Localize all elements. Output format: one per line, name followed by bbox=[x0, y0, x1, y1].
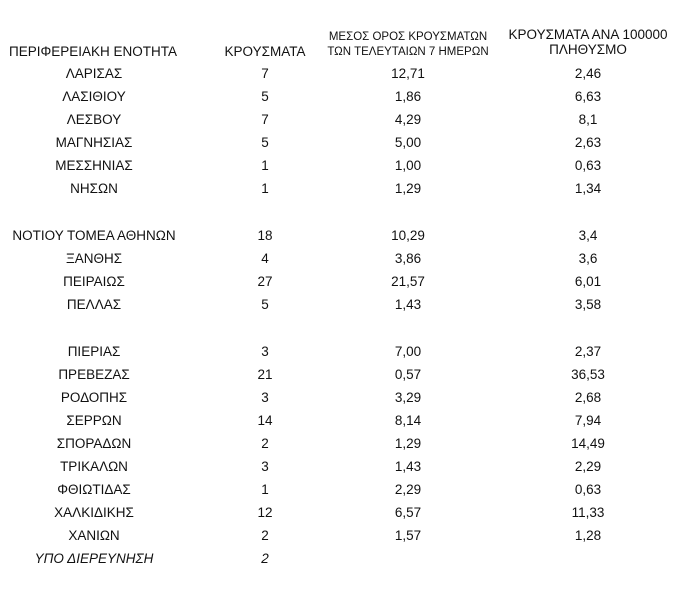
header-region: ΠΕΡΙΦΕΡΕΙΑΚΗ ΕΝΟΤΗΤΑ bbox=[9, 44, 178, 59]
table-row bbox=[0, 179, 694, 199]
cell-region: ΠΕΙΡΑΙΩΣ bbox=[63, 274, 125, 289]
cell-per-100000: 14,49 bbox=[571, 436, 605, 451]
table-row bbox=[0, 365, 694, 385]
cell-seven-day-average: 3,86 bbox=[394, 251, 422, 266]
cell-region: ΜΕΣΣΗΝΙΑΣ bbox=[55, 158, 133, 173]
cell-cases: 2 bbox=[261, 528, 269, 543]
cell-cases: 3 bbox=[261, 459, 269, 474]
cell-seven-day-average: 2,29 bbox=[394, 482, 422, 497]
cell-cases: 27 bbox=[257, 274, 273, 289]
cell-per-100000: 2,46 bbox=[574, 66, 602, 81]
cell-seven-day-average: 1,43 bbox=[394, 459, 422, 474]
cell-per-100000: 3,4 bbox=[578, 228, 598, 243]
cell-region: ΜΑΓΝΗΣΙΑΣ bbox=[55, 135, 133, 150]
cell-seven-day-average: 3,29 bbox=[394, 390, 422, 405]
cell-per-100000: 2,68 bbox=[574, 390, 602, 405]
cell-cases: 7 bbox=[261, 112, 269, 127]
cell-per-100000: 8,1 bbox=[578, 112, 598, 127]
cell-region: ΣΠΟΡΑΔΩΝ bbox=[56, 436, 132, 451]
cell-seven-day-average: 6,57 bbox=[394, 505, 422, 520]
cell-region: ΦΘΙΩΤΙΔΑΣ bbox=[57, 482, 131, 497]
table-row bbox=[0, 457, 694, 477]
cell-cases: 2 bbox=[261, 551, 269, 566]
cell-per-100000: 0,63 bbox=[574, 158, 602, 173]
cell-cases: 14 bbox=[257, 413, 273, 428]
cell-per-100000: 2,37 bbox=[574, 344, 602, 359]
cell-cases: 5 bbox=[261, 297, 269, 312]
cell-cases: 21 bbox=[257, 367, 273, 382]
header-cases: ΚΡΟΥΣΜΑΤΑ bbox=[224, 44, 306, 59]
table-row bbox=[0, 388, 694, 408]
table-row bbox=[0, 295, 694, 315]
header-seven-day-average bbox=[320, 30, 496, 60]
cell-seven-day-average: 1,00 bbox=[394, 158, 422, 173]
table-row bbox=[0, 249, 694, 269]
cell-region: ΠΡΕΒΕΖΑΣ bbox=[58, 367, 130, 382]
table-row bbox=[0, 526, 694, 546]
cell-seven-day-average: 4,29 bbox=[394, 112, 422, 127]
cell-region: ΠΕΛΛΑΣ bbox=[66, 297, 122, 312]
table-row bbox=[0, 156, 694, 176]
cell-region: ΛΕΣΒΟΥ bbox=[66, 112, 122, 127]
cell-cases: 5 bbox=[261, 89, 269, 104]
table-row bbox=[0, 272, 694, 292]
cell-per-100000: 2,63 bbox=[574, 135, 602, 150]
cell-seven-day-average: 1,57 bbox=[394, 528, 422, 543]
table-row bbox=[0, 503, 694, 523]
cell-seven-day-average: 21,57 bbox=[391, 274, 425, 289]
header-per-line-2: ΠΛΗΘΥΣΜΟ bbox=[549, 42, 627, 57]
table-row bbox=[0, 226, 694, 246]
cell-region: ΥΠΟ ΔΙΕΡΕΥΝΗΣΗ bbox=[34, 551, 154, 566]
cell-cases: 12 bbox=[257, 505, 273, 520]
cell-region: ΛΑΣΙΘΙΟΥ bbox=[62, 89, 126, 104]
cell-per-100000: 3,6 bbox=[578, 251, 598, 266]
cell-per-100000: 11,33 bbox=[571, 505, 605, 520]
cell-cases: 4 bbox=[261, 251, 269, 266]
table-row bbox=[0, 480, 694, 500]
cell-cases: 2 bbox=[261, 436, 269, 451]
cell-cases: 1 bbox=[261, 181, 269, 196]
cell-per-100000: 1,34 bbox=[574, 181, 602, 196]
table-row bbox=[0, 133, 694, 153]
cell-per-100000: 3,58 bbox=[574, 297, 602, 312]
cell-seven-day-average: 0,57 bbox=[394, 367, 422, 382]
cell-per-100000: 6,63 bbox=[574, 89, 602, 104]
cell-region: ΧΑΝΙΩΝ bbox=[68, 528, 120, 543]
cell-region: ΡΟΔΟΠΗΣ bbox=[60, 390, 128, 405]
cell-seven-day-average: 1,43 bbox=[394, 297, 422, 312]
table-row bbox=[0, 342, 694, 362]
cell-cases: 18 bbox=[257, 228, 273, 243]
table-row bbox=[0, 411, 694, 431]
cell-region: ΞΑΝΘΗΣ bbox=[65, 251, 123, 266]
cell-per-100000: 36,53 bbox=[571, 367, 605, 382]
cell-region: ΣΕΡΡΩΝ bbox=[66, 413, 122, 428]
cell-cases: 1 bbox=[261, 482, 269, 497]
cell-per-100000: 6,01 bbox=[574, 274, 602, 289]
cell-seven-day-average: 8,14 bbox=[394, 413, 422, 428]
table-row-under-investigation bbox=[0, 549, 694, 569]
cell-region: ΝΟΤΙΟΥ ΤΟΜΕΑ ΑΘΗΝΩΝ bbox=[12, 228, 176, 243]
header-avg-line-2: ΤΩΝ ΤΕΛΕΥΤΑΙΩΝ 7 ΗΜΕΡΩΝ bbox=[327, 46, 489, 58]
cell-cases: 3 bbox=[261, 344, 269, 359]
cell-region: ΤΡΙΚΑΛΩΝ bbox=[60, 459, 128, 474]
table-row bbox=[0, 87, 694, 107]
table-row bbox=[0, 64, 694, 84]
cell-seven-day-average: 7,00 bbox=[394, 344, 422, 359]
cell-per-100000: 7,94 bbox=[574, 413, 602, 428]
cell-per-100000: 2,29 bbox=[574, 459, 602, 474]
cell-seven-day-average: 1,29 bbox=[394, 436, 422, 451]
cell-per-100000: 0,63 bbox=[574, 482, 602, 497]
cell-region: ΝΗΣΩΝ bbox=[70, 181, 118, 196]
header-per-line-1: ΚΡΟΥΣΜΑΤΑ ΑΝΑ 100000 bbox=[508, 27, 668, 42]
header-per-100000 bbox=[500, 27, 676, 57]
header-avg-line-1: ΜΕΣΟΣ ΟΡΟΣ ΚΡΟΥΣΜΑΤΩΝ bbox=[328, 31, 488, 43]
cell-per-100000: 1,28 bbox=[574, 528, 602, 543]
cell-seven-day-average: 5,00 bbox=[394, 135, 422, 150]
table-row bbox=[0, 434, 694, 454]
cell-region: ΠΙΕΡΙΑΣ bbox=[67, 344, 121, 359]
cell-cases: 7 bbox=[261, 66, 269, 81]
cell-seven-day-average: 12,71 bbox=[391, 66, 425, 81]
cell-cases: 1 bbox=[261, 158, 269, 173]
cell-seven-day-average: 1,29 bbox=[394, 181, 422, 196]
cell-region: ΧΑΛΚΙΔΙΚΗΣ bbox=[54, 505, 134, 520]
cell-seven-day-average: 10,29 bbox=[391, 228, 425, 243]
cell-seven-day-average: 1,86 bbox=[394, 89, 422, 104]
cell-cases: 5 bbox=[261, 135, 269, 150]
cell-cases: 3 bbox=[261, 390, 269, 405]
table-row bbox=[0, 110, 694, 130]
cell-region: ΛΑΡΙΣΑΣ bbox=[65, 66, 123, 81]
